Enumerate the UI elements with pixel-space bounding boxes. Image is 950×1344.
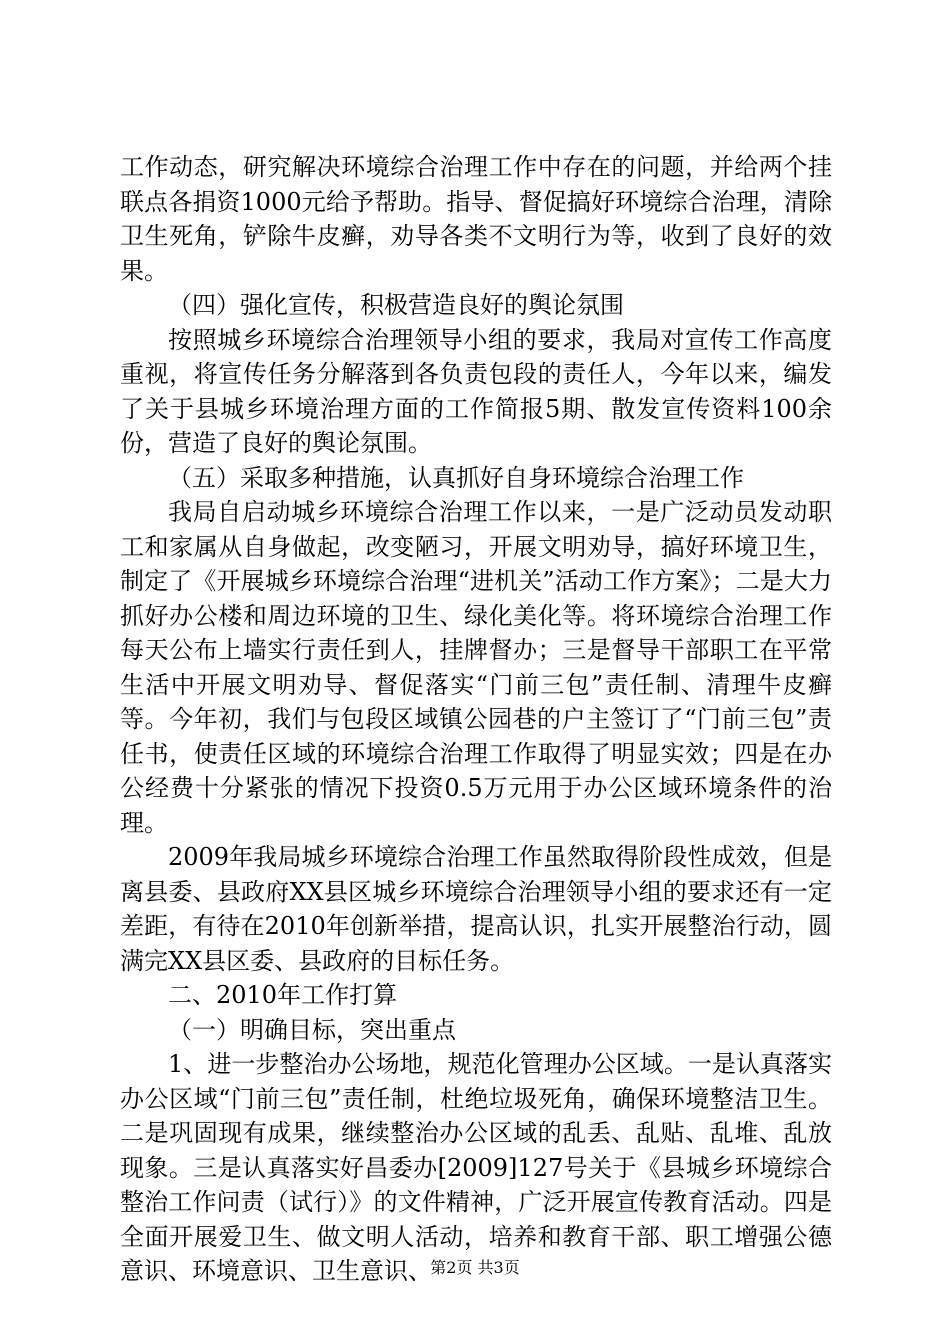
paragraph-item-1: 1、进一步整治办公场地，规范化管理办公区域。一是认真落实办公区域“门前三包”责任制，杜绝垃圾死角，确保环境整洁卫生。二是巩固现有成果，继续整治办公区域的乱丢、乱贴、乱堆、乱放现象。三是认真落实好昌委办[2009]127号关于《县城乡环境综合整治工作问责（试行）》的文件精神，广泛开展宣传教育活动。四是全面开展爱卫生、做文明人活动，培养和教育干部、职工增强公德意识、环境意识、卫生意识、 xyxy=(120,1050,832,1285)
paragraph-summary-2009: 2009年我局城乡环境综合治理工作虽然取得阶段性成效，但是离县委、县政府XX县区城乡环境综合治理领导小组的要求还有一定差距，有待在2010年创新举措，提高认识，扎实开展整治行动，圆满完XX县区委、县政府的目标任务。 xyxy=(120,843,832,975)
paragraph-continuation: 工作动态，研究解决环境综合治理工作中存在的问题，并给两个挂联点各捐资1000元给予帮助。指导、督促搞好环境综合治理，清除卫生死角，铲除牛皮癣，劝导各类不文明行为等，收到了良好的效果。 xyxy=(120,153,832,285)
section-heading-5: （五）采取多种措施，认真抓好自身环境综合治理工作 xyxy=(168,463,744,492)
paragraph-publicity: 按照城乡环境综合治理领导小组的要求，我局对宣传工作高度重视，将宣传任务分解落到各负责包段的责任人，今年以来，编发了关于县城乡环境治理方面的工作简报5期、散发宣传资料100余份，营造了良好的舆论氛围。 xyxy=(120,325,832,457)
section-heading-plan-2010: 二、2010年工作打算 xyxy=(168,981,398,1009)
section-heading-4: （四）强化宣传，积极营造良好的舆论氛围 xyxy=(168,291,624,319)
paragraph-measures: 我局自启动城乡环境综合治理工作以来，一是广泛动员发动职工和家属从自身做起，改变陋习，开展文明劝导，搞好环境卫生，制定了《开展城乡环境综合治理“进机关”活动工作方案》；二是大力抓好办公楼和周边环境的卫生、绿化美化等。将环境综合治理工作每天公布上墙实行责任到人，挂牌督办；三是督导干部职工在平常生活中开展文明劝导、督促落实“门前三包”责任制、清理牛皮癣等。今年初，我们与包段区域镇公园巷的户主签订了“门前三包”责任书，使责任区域的环境综合治理工作取得了明显实效；四是在办公经费十分紧张的情况下投资0.5万元用于办公区域环境条件的治理。 xyxy=(120,498,832,837)
document-body xyxy=(120,150,832,1289)
page-footer: 第2页 共3页 xyxy=(430,1258,520,1277)
subsection-heading-1: （一）明确目标，突出重点 xyxy=(168,1015,456,1044)
